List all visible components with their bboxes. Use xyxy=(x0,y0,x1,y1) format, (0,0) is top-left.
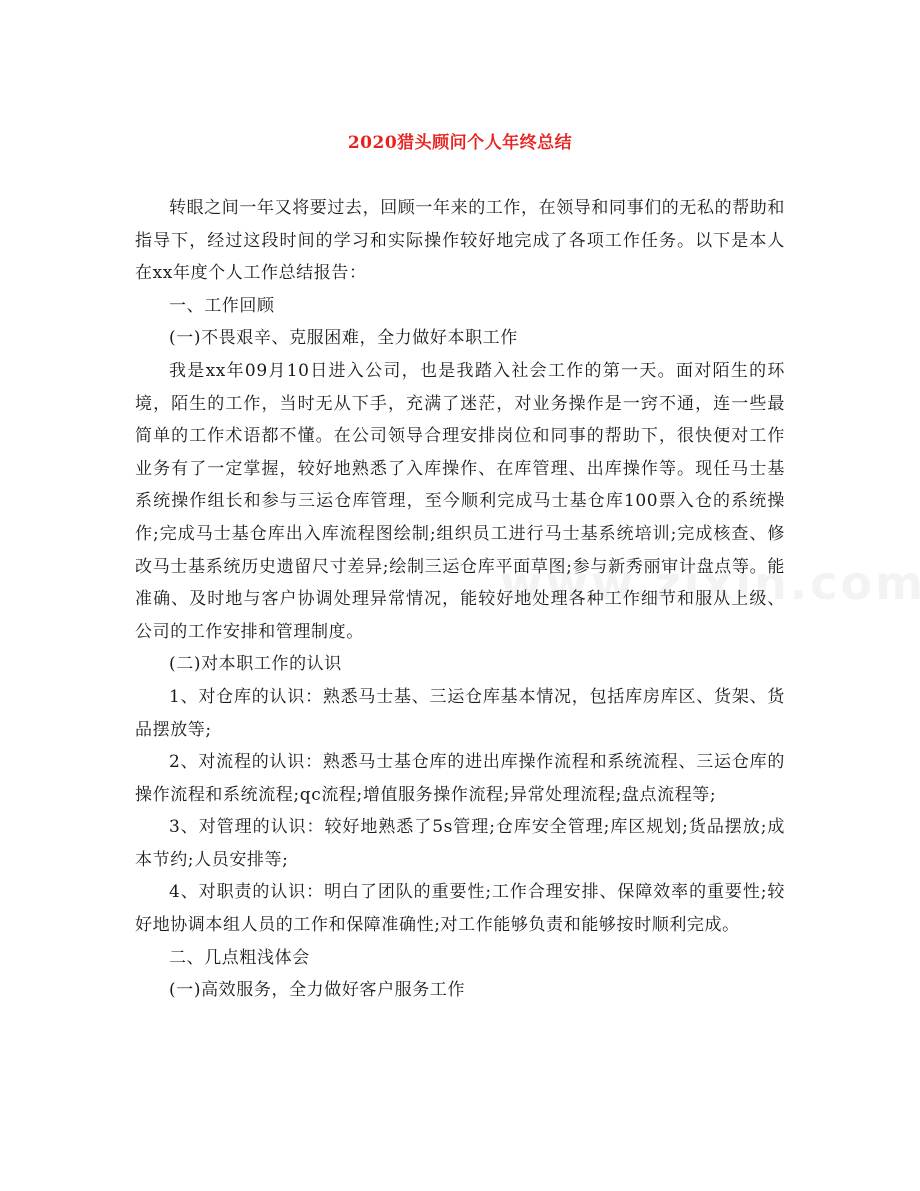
subheading-2-1: (一)高效服务，全力做好客户服务工作 xyxy=(169,980,466,1001)
heading-section-2: 二、几点粗浅体会 xyxy=(169,947,310,968)
paragraph-work-review: 我是xx年09月10日进入公司，也是我踏入社会工作的第一天。面对陌生的环境，陌生的工作，当时无从下手，充满了迷茫，对业务操作是一窍不通，连一些最简单的工作术语都不懂。在公司领导合理安排岗位和同事的帮助下，很快便对工作业务有了一定掌握，较好地熟悉了入库操作、在库管理、出库操作等。现任马士基系统操作组长和参与三运仓库管理，至今顺利完成马士基仓库100票入仓的系统操作;完成马士基仓库出入库流程图绘制;组织员工进行马士基系统培训;完成核查、修改马士基系统历史遗留尺寸差异;绘制三运仓库平面草图;参与新秀丽审计盘点等。能准确、及时地与客户协调处理异常情况，能较好地处理各种工作细节和服从上级、公司的工作安排和管理制度。 xyxy=(135,360,785,642)
paragraph-item-4: 4、对职责的认识：明白了团队的重要性;工作合理安排、保障效率的重要性;较好地协调本组人员的工作和保障准确性;对工作能够负责和能够按时顺利完成。 xyxy=(135,882,785,936)
subheading-1-2: (二)对本职工作的认识 xyxy=(169,654,342,675)
paragraph-item-2: 2、对流程的认识：熟悉马士基仓库的进出库操作流程和系统流程、三运仓库的操作流程和系统流程;qc流程;增值服务操作流程;异常处理流程;盘点流程等; xyxy=(135,752,785,805)
paragraph-item-3: 3、对管理的认识：较好地熟悉了5s管理;仓库安全管理;库区规划;货品摆放;成本节约;人员安排等; xyxy=(135,817,785,870)
paragraph-item-1: 1、对仓库的认识：熟悉马士基、三运仓库基本情况，包括库房库区、货架、货品摆放等; xyxy=(135,686,785,740)
paragraph-intro: 转眼之间一年又将要过去，回顾一年来的工作，在领导和同事们的无私的帮助和指导下，经过这段时间的学习和实际操作较好地完成了各项工作任务。以下是本人在xx年度个人工作总结报告： xyxy=(135,198,785,284)
heading-section-1: 一、工作回顾 xyxy=(169,295,275,316)
subheading-1-1: (一)不畏艰辛、克服困难，全力做好本职工作 xyxy=(169,328,518,349)
document-title: 2020猎头顾问个人年终总结 xyxy=(347,133,573,153)
document-body xyxy=(135,192,785,1007)
